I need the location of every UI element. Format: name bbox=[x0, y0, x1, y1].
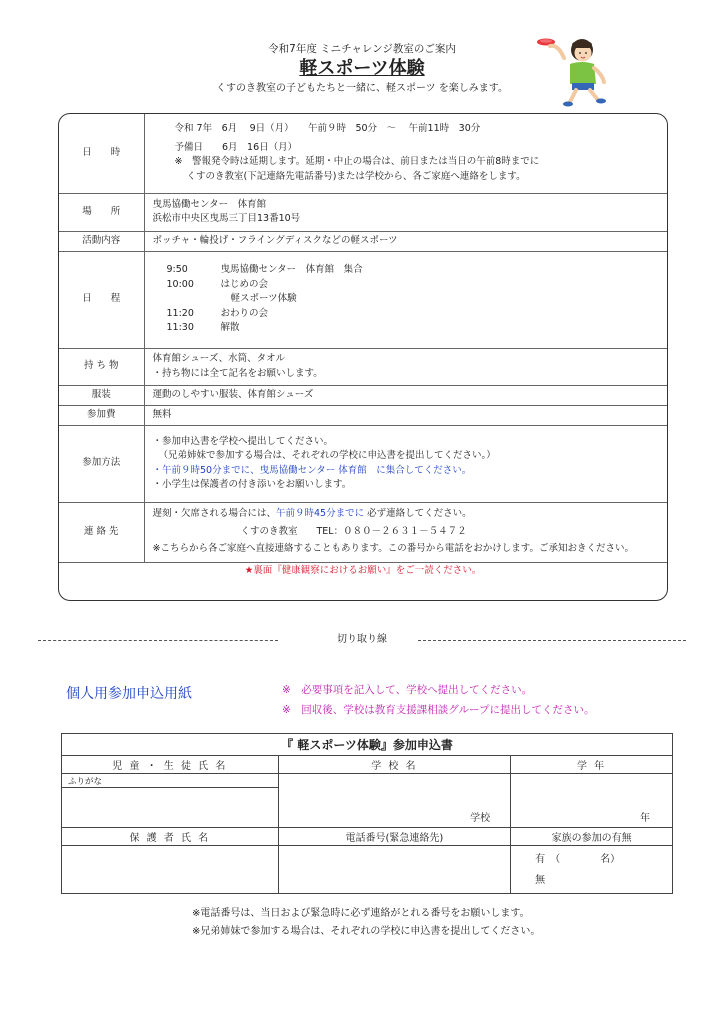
student-name-field[interactable] bbox=[62, 788, 279, 828]
row-place bbox=[59, 193, 667, 231]
star-icon: ★ bbox=[244, 564, 254, 576]
application-form bbox=[61, 733, 673, 894]
document-subtitle: 令和7年度 ミニチャレンジ教室のご案内 bbox=[268, 43, 456, 55]
schedule-list bbox=[167, 263, 668, 336]
contact-deadline: 午前９時45分までに bbox=[276, 508, 365, 520]
row-contact bbox=[59, 502, 667, 562]
schedule-item: 軽スポーツ体験 bbox=[230, 293, 297, 305]
document-title: 軽スポーツ体験 bbox=[299, 58, 425, 79]
contact-line1-a: 遅刻・欠席される場合には、 bbox=[152, 508, 277, 520]
info-table bbox=[58, 113, 668, 601]
bottom-note-2: ※兄弟姉妹で参加する場合は、それぞれの学校に申込書を提出してください。 bbox=[192, 926, 541, 937]
phone-field[interactable] bbox=[278, 846, 511, 894]
datetime-note2: くすのき教室(下記連絡先電話番号)または学校から、各ご家庭へ連絡をします。 bbox=[186, 170, 526, 182]
method-line3: ・午前９時50分までに、曳馬協働センター 体育館 に集合してください。 bbox=[152, 464, 472, 476]
row-datetime bbox=[59, 114, 667, 193]
activity-value: ボッチャ・輪投げ・フライングディスクなどの軽スポーツ bbox=[144, 231, 667, 251]
row-belongings bbox=[59, 348, 667, 385]
fee-label: 参加費 bbox=[59, 405, 144, 425]
schedule-item: 10:00 はじめの会 bbox=[166, 278, 269, 290]
form-note-1: ※ 必要事項を記入して、学校へ提出してください。 bbox=[282, 684, 533, 696]
guardian-name-field[interactable] bbox=[62, 846, 279, 894]
clothing-label: 服装 bbox=[59, 385, 144, 405]
row-activity bbox=[59, 231, 667, 251]
row-schedule bbox=[59, 251, 667, 348]
activity-label: 活動内容 bbox=[59, 231, 144, 251]
datetime-date: 令和 7年 6月 9日（月） bbox=[174, 123, 289, 135]
school-name-field[interactable] bbox=[278, 774, 511, 828]
row-footer bbox=[59, 562, 667, 578]
datetime-reserve: 予備日 6月 16日（月） bbox=[174, 141, 298, 153]
frisbee-child-illustration bbox=[536, 30, 616, 108]
contact-line1-c: 必ず連絡してください。 bbox=[364, 508, 472, 520]
bottom-note-1: ※電話番号は、当日および緊急時に必ず連絡がとれる番号をお願いします。 bbox=[192, 908, 530, 919]
clothing-value: 運動のしやすい服装、体育館シューズ bbox=[144, 385, 667, 405]
row-method bbox=[59, 425, 667, 502]
contact-note: ※こちらから各ご家庭へ直接連絡することもあります。この番号から電話をおかけします。ご承知おきください。 bbox=[152, 543, 634, 555]
datetime-time: 午前９時 50分 ～ 午前11時 30分 bbox=[307, 123, 481, 135]
schedule-item: 11:30 解散 bbox=[166, 322, 240, 334]
form-section-title: 個人用参加申込用紙 bbox=[66, 686, 192, 702]
cut-line-label: 切り取り線 bbox=[327, 634, 397, 645]
grade-field[interactable] bbox=[511, 774, 673, 828]
family-participation-header: 家族の参加の有無 bbox=[511, 828, 673, 846]
school-suffix: 学校 bbox=[470, 813, 491, 824]
row-fee bbox=[59, 405, 667, 425]
school-name-header: 学 校 名 bbox=[278, 756, 511, 774]
belongings-note: ・持ち物には全て記名をお願いします。 bbox=[152, 367, 323, 379]
family-yes-option[interactable]: 有 （ 名） bbox=[535, 853, 621, 865]
furigana-field[interactable]: ふりがな bbox=[62, 774, 279, 788]
method-label: 参加方法 bbox=[59, 425, 144, 502]
belongings-label: 持 ち 物 bbox=[59, 348, 144, 385]
footer-note: 裏面『健康観察におけるお願い』をご一読ください。 bbox=[253, 564, 482, 576]
method-line4: ・小学生は保護者の付き添いをお願いします。 bbox=[152, 479, 352, 490]
contact-phone: くすのき教室 TEL：０８０－２６３１－５４７２ bbox=[240, 525, 467, 537]
schedule-item: 9:50 曳馬協働センター 体育館 集合 bbox=[166, 264, 363, 276]
cut-line bbox=[38, 632, 686, 648]
fee-value: 無料 bbox=[144, 405, 667, 425]
form-note-2: ※ 回収後、学校は教育支援課相談グループに提出してください。 bbox=[282, 704, 595, 716]
family-no-option[interactable]: 無 bbox=[535, 874, 546, 886]
family-participation-field[interactable] bbox=[511, 846, 673, 894]
row-clothing bbox=[59, 385, 667, 405]
contact-label: 連 絡 先 bbox=[59, 502, 144, 562]
place-address: 浜松市中央区曳馬三丁目13番10号 bbox=[152, 213, 301, 224]
place-label: 場 所 bbox=[59, 193, 144, 231]
schedule-label: 日 程 bbox=[59, 251, 144, 348]
datetime-note1: ※ 警報発令時は延期します。延期・中止の場合は、前日または当日の午前8時までに bbox=[174, 156, 540, 168]
method-line2: （兄弟姉妹で参加する場合は、それぞれの学校に申込書を提出してください。） bbox=[158, 450, 496, 461]
form-section-notes bbox=[282, 680, 594, 720]
grade-header: 学 年 bbox=[511, 756, 673, 774]
phone-header: 電話番号(緊急連絡先) bbox=[278, 828, 511, 846]
document-lead: くすのき教室の子どもたちと一緒に、軽スポーツ を楽しみます。 bbox=[216, 83, 508, 94]
student-name-header: 児 童 ・ 生 徒 氏 名 bbox=[62, 756, 279, 774]
belongings-items: 体育館シューズ、水筒、タオル bbox=[152, 353, 286, 364]
guardian-name-header: 保 護 者 氏 名 bbox=[62, 828, 279, 846]
form-title: 『 軽スポーツ体験』参加申込書 bbox=[62, 734, 673, 756]
bottom-notes bbox=[192, 905, 540, 941]
place-name: 曳馬協働センター 体育館 bbox=[152, 198, 267, 210]
datetime-label: 日 時 bbox=[59, 114, 144, 193]
method-line1: ・参加申込書を学校へ提出してください。 bbox=[152, 435, 334, 447]
schedule-item: 11:20 おわりの会 bbox=[166, 307, 269, 319]
grade-suffix: 年 bbox=[640, 813, 650, 824]
